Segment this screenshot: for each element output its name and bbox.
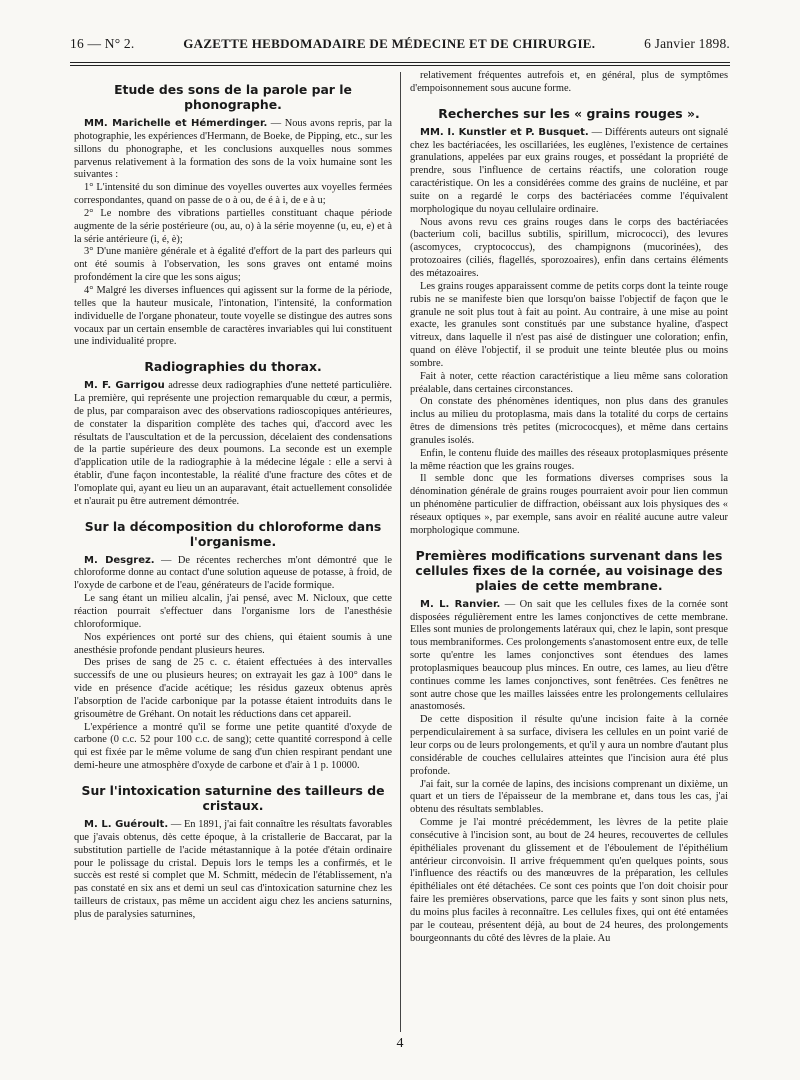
article-paragraph: [74, 246, 392, 285]
paragraph-text: adresse deux radiographies d'une netteté particulière. La première, qui représente une projection remarquable du cœur, a permis, de plus, par comparaison avec des observations radioscopiques antérieures, de constater la disparition complète des taches qui, d'accord avec les résultats de l'auscultation et de la percussion, décelaient des condensations de la partie supérieure des deux poumons. La seconde est un exemple d'application utile de la radiographie à la médecine légale : elle a servi à établir, d'une façon incontestable, la réalité d'une fracture des côtes et de l'omoplate qui, ayant eu lieu un an auparavant, était actuellement consolidée et n'aurait pu être autrement démontrée.: [74, 380, 392, 507]
article-paragraph: [410, 281, 728, 371]
article: [74, 519, 392, 773]
article-paragraph: [74, 555, 392, 594]
paragraph-text: — Différents auteurs ont signalé chez les bactériacées, les oscillariées, les euglènes, l'existence de certaines granulations, appelées par eux grains rouges, et possédant la propriété de prendre, sous l'influence de certains réactifs, une coloration rouge caractéristique. On les a considérées comme des grains de nucléine, et par suite on a regardé le corps des bactériacées comme l'équivalent morphologique du noyau cellulaire ordinaire.: [410, 126, 728, 215]
paragraph-text: — On sait que les cellules fixes de la cornée sont disposées régulièrement entre les lames conjonctives de cette membrane. Elles sont munies de prolongements latéraux qui, chez le lapin, sont presque tous membraniformes. Ces prolongements s'anastomosent entre eux, de telle sorte qu'entre les lames conjonctives sont étendues des lames protoplasmiques beaucoup plus minces. En outre, ces lames, au lieu d'être continues comme les lames conjonctives, sont fenêtrées. Ces fenêtres ne sont autre chose que les mailles laissées entre les prolongements cellulaires anastomosés.: [410, 598, 728, 713]
running-header: [70, 36, 730, 58]
article-paragraph: [410, 817, 728, 945]
page-number: 4: [396, 1036, 404, 1051]
article-paragraph: [410, 396, 728, 447]
article-title: Premières modifications survenant dans les cellules fixes de la cornée, au voisinage des plaies de cette membrane.: [415, 547, 723, 593]
paragraph-text: 3° D'une manière générale et à égalité d'effort de la part des parleurs qui ont été soumis à l'observation, les sons graves ont entamé moins profondément la cire que les sons aigus;: [74, 246, 392, 284]
article-author: M. L. Ranvier.: [420, 598, 501, 610]
article-author: M. F. Garrigou: [84, 380, 165, 392]
article-paragraph: [74, 632, 392, 658]
article: [74, 359, 392, 508]
paragraph-text: Comme je l'ai montré précédemment, les lèvres de la petite plaie consécutive à l'incision sont, au bout de 24 heures, recouvertes de cellules épithéliales provenant du glissement et de l'éboulement de l'épithélium antérieur circonvoisin. Il arrive fréquemment qu'en quelques points, sous l'influence des réactifs ou des manœuvres de la préparation, les cellules épithéliales ont été détachées. Ce sont ces points que l'on doit choisir pour faire les premières observations, parce que les faits y sont sinon plus nets, du moins plus faciles à reconnaître. Les cellules fixes, qui ont été entamées par le couteau, présentent déjà, au bout de 24 heures, des prolongements bourgeonnants du côté des lèvres de la plaie. Au: [410, 817, 728, 944]
article-paragraph: [410, 714, 728, 778]
article: [74, 783, 392, 922]
paragraph-text: Enfin, le contenu fluide des mailles des réseaux protoplasmiques présente la même réaction que les grains rouges.: [410, 447, 728, 472]
article-paragraph: [74, 285, 392, 349]
article-author: M. L. Guéroult.: [84, 818, 169, 830]
article-paragraph: [74, 208, 392, 247]
article: [410, 70, 728, 96]
article-paragraph: [74, 722, 392, 773]
article-paragraph: [410, 448, 728, 474]
paragraph-text: Fait à noter, cette réaction caractéristique a lieu même sans coloration préalable, dans certaines circonstances.: [410, 370, 728, 395]
article: [410, 548, 728, 946]
article-paragraph: [410, 599, 728, 715]
article-title: Radiographies du thorax.: [144, 359, 322, 375]
paragraph-text: L'expérience a montré qu'il se forme une petite quantité d'oxyde de carbone (0 c.c. 52 pour 100 c.c. de sang); cette quantité correspond à celle qui est fixée par le même volume de sang d'un chien respirant pendant une demi-heure une atmosphère d'oxyde de carbone et d'air à 1 p. 10000.: [74, 721, 392, 772]
article-paragraph: [410, 779, 728, 818]
article-author: MM. I. Kunstler et P. Busquet.: [420, 126, 589, 138]
article-title: Etude des sons de la parole par le phonographe.: [114, 82, 352, 112]
paragraph-text: Des prises de sang de 25 c. c. étaient effectuées à des intervalles successifs de une ou plusieurs heures; on extrayait les gaz à 100° dans le vide en présence d'acide acétique; les résidus gazeux obtenus après l'absorption de l'acide carbonique par la potasse étaient introduits dans le grisoumètre de Gréhant. On notait les réductions dans cet appareil.: [74, 657, 392, 720]
article-title: Sur l'intoxication saturnine des tailleurs de cristaux.: [81, 782, 385, 813]
header-rule: [70, 62, 730, 63]
article-paragraph: [410, 473, 728, 537]
article-paragraph: [74, 380, 392, 508]
paragraph-text: 1° L'intensité du son diminue des voyelles ouvertes aux voyelles fermées correspondantes, quand on passe de o à ou, de é à i, de e à u;: [74, 182, 392, 207]
paragraph-text: relativement fréquentes autrefois et, en général, plus de symptômes d'empoisonnement sous aucune forme.: [410, 70, 728, 94]
article-paragraph: [410, 70, 728, 96]
article: [410, 106, 728, 538]
paragraph-text: Le sang étant un milieu alcalin, j'ai pensé, avec M. Nicloux, que cette réaction pourrait s'effectuer dans l'organisme lors de l'anesthésie chloroformique.: [74, 593, 392, 630]
paragraph-text: — En 1891, j'ai fait connaître les résultats favorables que j'avais obtenus, dès cette époque, à la cristallerie de Baccarat, par la substitution partielle de l'acide métastannique à la potée d'étain ordinaire pour le polissage du cristal. Depuis lors le temps les a confirmés, et le succès est resté si complet que M. Schmitt, médecin de l'établissement, n'a pas constaté en six ans et demi un seul cas d'intoxication saturnine chez les tailleurs de cristaux, pas même un accident aigu chez les anciens saturnins, plus de paralysies saturnines,: [74, 818, 392, 920]
article-paragraph: [410, 217, 728, 281]
paragraph-text: 2° Le nombre des vibrations partielles constituant chaque période augmente de la série postérieure (ou, au, o) à la série moyenne (u, eu, e) et à la série antérieure (i, é, è);: [74, 207, 392, 245]
article-paragraph: [74, 593, 392, 632]
paragraph-text: Il semble donc que les formations diverses comprises sous la dénomination générale de grains rouges pourraient avoir pour lien commun un phénomène particulier de diffraction, obéissant aux lois physiques des « réseaux optiques », par exemple, sans avoir en réalité aucune autre valeur morphologique commune.: [410, 473, 728, 536]
header-rule-second: [70, 65, 730, 66]
paragraph-text: — Nous avons repris, par la photographie, les expériences d'Hermann, de Boeke, de Pipping, etc., sur les sillons du phonographe, et les conclusions auxquelles nous sommes parvenus relativement à la formation des sons de la voix humaine sont les suivantes :: [74, 118, 392, 181]
article-paragraph: [74, 657, 392, 721]
paragraph-text: Nos expériences ont porté sur des chiens, qui étaient soumis à une anesthésie profonde pendant plusieurs heures.: [74, 631, 392, 656]
right-column: [410, 70, 728, 1050]
paragraph-text: J'ai fait, sur la cornée de lapins, des incisions comprenant un dixième, un quart et un tiers de l'épaisseur de la membrane et, dans tous les cas, j'ai obtenu des résultats semblables.: [410, 778, 728, 816]
article-title: Sur la décomposition du chloroforme dans l'organisme.: [84, 518, 382, 549]
header-issue: 16 — N° 2.: [70, 36, 135, 51]
article-author: M. Desgrez.: [84, 554, 155, 566]
column-divider: [400, 72, 401, 1032]
article-paragraph: [410, 371, 728, 397]
article-paragraph: [74, 118, 392, 182]
article-paragraph: [74, 819, 392, 922]
paragraph-text: Nous avons revu ces grains rouges dans le corps des bactériacées (bacterium coli, bacillus subtilis, spirillum, micrococci), des levures (ascomyces, cryptococcus), des champignons (mucorinées), des protozoaires (ciliés, flagellés, sporozoaires), enfin dans certains éléments des métazoaires.: [410, 216, 728, 279]
article-title: Recherches sur les « grains rouges ».: [438, 105, 700, 121]
article-paragraph: [74, 182, 392, 208]
paragraph-text: 4° Malgré les diverses influences qui agissent sur la forme de la période, telles que la hauteur musicale, l'intonation, l'intensité, la conformation individuelle de l'organe phonateur, toute voyelle se distingue des autres sons vocaux par un certain ensemble de caractères invariables qui lui constituent une individualité propre.: [74, 284, 392, 348]
paragraph-text: — De récentes recherches m'ont démontré que le chloroforme donne au contact d'une solution aqueuse de potasse, à froid, de l'oxyde de carbone et de l'eau, générateurs de l'acide formique.: [74, 554, 392, 592]
article-paragraph: [410, 127, 728, 217]
header-date: 6 Janvier 1898.: [644, 36, 730, 51]
article-author: MM. Marichelle et Hémerdinger.: [84, 118, 268, 129]
article: [74, 82, 392, 349]
paragraph-text: De cette disposition il résulte qu'une incision faite à la cornée perpendiculairement à sa surface, divisera les cellules en un point varié de leur corps ou de leurs prolongements, et qu'il y aura un nombre d'autant plus considérable de couches cellulaires atteintes que l'incision aura été plus profonde.: [410, 714, 728, 777]
paragraph-text: Les grains rouges apparaissent comme de petits corps dont la teinte rouge rubis ne se manifeste bien que lorsqu'on baisse l'objectif de façon que le granule ne soit plus tout à fait au point. Au contraire, à une mise au point exacte, les granules sont constitués par une substance hyaline, d'aspect vitreux, dans laquelle il n'est pas aisé de distinguer une coloration; enfin, quand on élève l'objectif, il se produit une teinte bleutée plus ou moins sombre.: [410, 280, 728, 369]
header-journal-title: GAZETTE HEBDOMADAIRE DE MÉDECINE ET DE CHIRURGIE.: [183, 36, 596, 51]
left-column: [74, 70, 392, 1050]
paragraph-text: On constate des phénomènes identiques, non plus dans des granules inclus au milieu du protoplasma, mais dans la totalité du corps de certains êtres de dimensions très petites (micrococques), et même dans certains granules isolés.: [410, 396, 728, 446]
